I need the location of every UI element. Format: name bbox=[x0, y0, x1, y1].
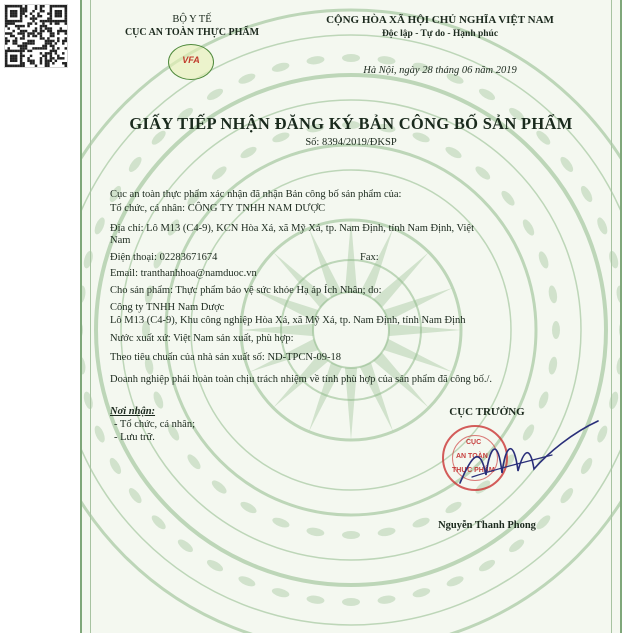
address-line-1: Địa chỉ: Lô M13 (C4-9), KCN Hòa Xá, xã Mỹ Xá, tp. Nam Định, tỉnh Nam Định, Việt bbox=[110, 223, 474, 234]
official-seal: CỤC AN TOÀN THỰC PHẨM bbox=[442, 425, 508, 491]
place-date: Hà Nội, ngày 28 tháng 06 năm 2019 bbox=[363, 65, 517, 76]
intro-line: Cục an toàn thực phẩm xác nhận đã nhận Bản công bố sản phẩm của: bbox=[110, 189, 402, 200]
agency-name: CỤC AN TOÀN THỰC PHẨM bbox=[124, 27, 260, 38]
document-number: Số: 8394/2019/ĐKSP bbox=[305, 137, 397, 148]
email-line: Email: tranthanhhoa@namduoc.vn bbox=[110, 268, 257, 279]
address-line-2: Nam bbox=[110, 235, 131, 246]
recipient-item: - Tổ chức, cá nhân; bbox=[114, 419, 196, 430]
manufacturer-address-line: Lô M13 (C4-9), Khu công nghiệp Hòa Xá, xã Mỹ Xá, tp. Nam Định, tỉnh Nam Định bbox=[110, 315, 466, 326]
country-name: CỘNG HÒA XÃ HỘI CHỦ NGHĨA VIỆT NAM bbox=[326, 14, 554, 26]
product-line: Cho sản phẩm: Thực phẩm bảo vệ sức khỏe Hạ áp Ích Nhân; do: bbox=[110, 285, 382, 296]
qr-code bbox=[4, 4, 68, 68]
recipients-label: Nơi nhận: bbox=[110, 406, 156, 417]
organization-line: Tổ chức, cá nhân: CÔNG TY TNHH NAM DƯỢC bbox=[110, 203, 326, 214]
agency-logo: VFA bbox=[168, 44, 214, 80]
signer-name: Nguyễn Thanh Phong bbox=[438, 520, 536, 531]
document-title: GIẤY TIẾP NHẬN ĐĂNG KÝ BẢN CÔNG BỐ SẢN PHẨM bbox=[129, 114, 573, 133]
certificate bbox=[80, 0, 622, 633]
motto: Độc lập - Tự do - Hạnh phúc bbox=[381, 29, 499, 39]
ministry-name: BỘ Y TẾ bbox=[172, 14, 212, 25]
phone-line: Điện thoại: 02283671674 bbox=[110, 252, 218, 263]
fax-line: Fax: bbox=[360, 252, 379, 263]
handwritten-signature bbox=[452, 415, 602, 500]
manufacturer-line: Công ty TNHH Nam Dược bbox=[110, 302, 225, 313]
responsibility-line: Doanh nghiệp phải hoàn toàn chịu trách nhiệm về tính phù hợp của sản phẩm đã công bố./. bbox=[110, 374, 492, 385]
origin-line: Nước xuất xứ: Việt Nam sản xuất, phù hợp: bbox=[110, 333, 294, 344]
signer-position: CỤC TRƯỞNG bbox=[449, 406, 525, 418]
standard-line: Theo tiêu chuẩn của nhà sản xuất số: ND-TPCN-09-18 bbox=[110, 352, 341, 363]
recipient-item: - Lưu trữ. bbox=[114, 432, 155, 443]
